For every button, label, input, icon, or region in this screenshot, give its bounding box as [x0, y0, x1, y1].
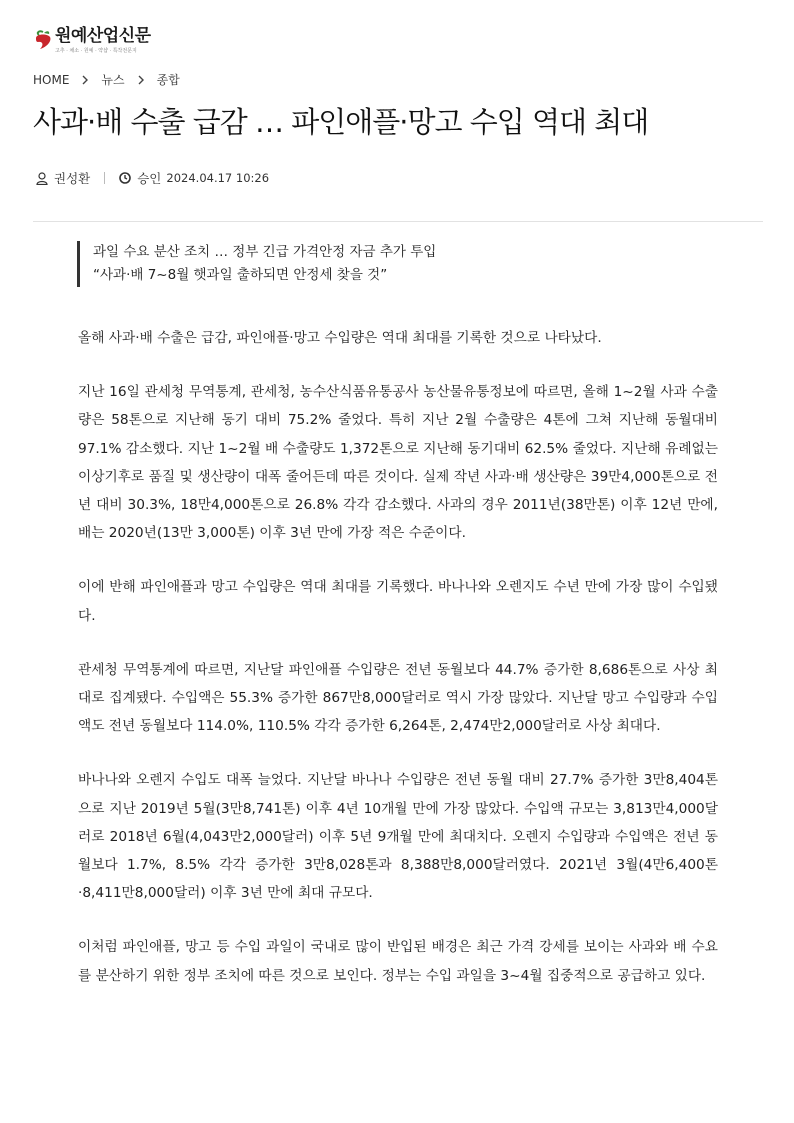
site-tagline: 고추 · 채소 · 원예 · 약샵 · 특작전문지 — [55, 48, 137, 54]
user-icon — [36, 172, 48, 185]
article-paragraph: 올해 사과·배 수출은 급감, 파인애플·망고 수입량은 역대 최대를 기록한 것으로 나타났다. — [78, 330, 602, 346]
article-subtitle — [77, 241, 733, 287]
approved-label: 승인 — [137, 171, 162, 186]
site-logo[interactable] — [33, 26, 151, 55]
byline — [36, 169, 269, 187]
article-paragraph: 이에 반해 파인애플과 망고 수입량은 역대 최대를 기록했다. 바나나와 오렌지도 수년 만에 가장 많이 수입됐다. — [78, 579, 718, 624]
breadcrumb-news[interactable]: 뉴스 — [101, 73, 125, 87]
subtitle-line: 과일 수요 분산 조치 … 정부 긴급 가격안정 자금 추가 투입 — [93, 244, 437, 260]
byline-divider — [104, 172, 105, 184]
article-paragraph: 바나나와 오렌지 수입도 대폭 늘었다. 지난달 바나나 수입량은 전년 동월 대비 27.7% 증가한 3만8,404톤으로 지난 2019년 5월(3만8,741톤) 이후 4년 10개월 만에 가장 많았다. 수입액 규모는 3,813만4,000달러로 2018년 6월(4,043만2,000달러) 이후 5년 9개월 만에 최대치다. 오렌지 수입량과 수입액은 전년 동월보다 1.7%, 8.5% 각각 증가한 3만8,028톤과 8,388만8,000달러였다. 2021년 3월(4만6,400톤·8,411만8,000달러) 이후 3년 만에 최대 규모다. — [78, 772, 718, 902]
article-paragraph: 관세청 무역통계에 따르면, 지난달 파인애플 수입량은 전년 동월보다 44.7% 증가한 8,686톤으로 사상 최대로 집계됐다. 수입액은 55.3% 증가한 867만8,000달러로 역시 가장 많았다. 지난달 망고 수입량과 수입액도 전년 동월보다 114.0%, 110.5% 각각 증가한 6,264톤, 2,474만2,000달러로 사상 최대다. — [78, 661, 718, 735]
header-divider — [33, 221, 763, 222]
breadcrumb — [33, 71, 180, 88]
site-name: 원예산업신문 — [55, 26, 151, 46]
breadcrumb-home[interactable]: HOME — [33, 72, 70, 87]
chevron-right-icon — [137, 75, 145, 85]
article-body — [78, 324, 718, 1016]
chevron-right-icon — [81, 75, 89, 85]
article-title: 사과·배 수출 급감 … 파인애플·망고 수입 역대 최대 — [33, 105, 649, 139]
publish-date: 2024.04.17 10:26 — [166, 171, 270, 185]
pepper-logo-icon — [33, 28, 53, 50]
clock-icon — [119, 172, 131, 184]
article-paragraph: 이처럼 파인애플, 망고 등 수입 과일이 국내로 많이 반입된 배경은 최근 가격 강세를 보이는 사과와 배 수요를 분산하기 위한 정부 조치에 따른 것으로 보인다. 정부는 수입 과일을 3~4월 집중적으로 공급하고 있다. — [78, 939, 718, 984]
subtitle-line: “사과·배 7~8월 햇과일 출하되면 안정세 찾을 것” — [93, 267, 388, 283]
breadcrumb-general[interactable]: 종합 — [156, 73, 180, 87]
author-name[interactable]: 권성환 — [54, 171, 91, 186]
article-paragraph: 지난 16일 관세청 무역통계, 관세청, 농수산식품유통공사 농산물유통정보에 따르면, 올해 1~2월 사과 수출량은 58톤으로 지난해 동기 대비 75.2% 줄었다. 특히 지난 2월 수출량은 4톤에 그쳐 지난해 동월대비 97.1% 감소했다. 지난 1~2월 배 수출량도 1,372톤으로 지난해 동기대비 62.5% 줄었다. 지난해 유례없는 이상기후로 품질 및 생산량이 대폭 줄어든데 따른 것이다. 실제 작년 사과·배 생산량은 39만4,000톤으로 전년 대비 30.3%, 18만4,000톤으로 26.8% 각각 감소했다. 사과의 경우 2011년(38만톤) 이후 12년 만에, 배는 2020년(13만 3,000톤) 이후 3년 만에 가장 적은 수준이다. — [78, 384, 719, 542]
